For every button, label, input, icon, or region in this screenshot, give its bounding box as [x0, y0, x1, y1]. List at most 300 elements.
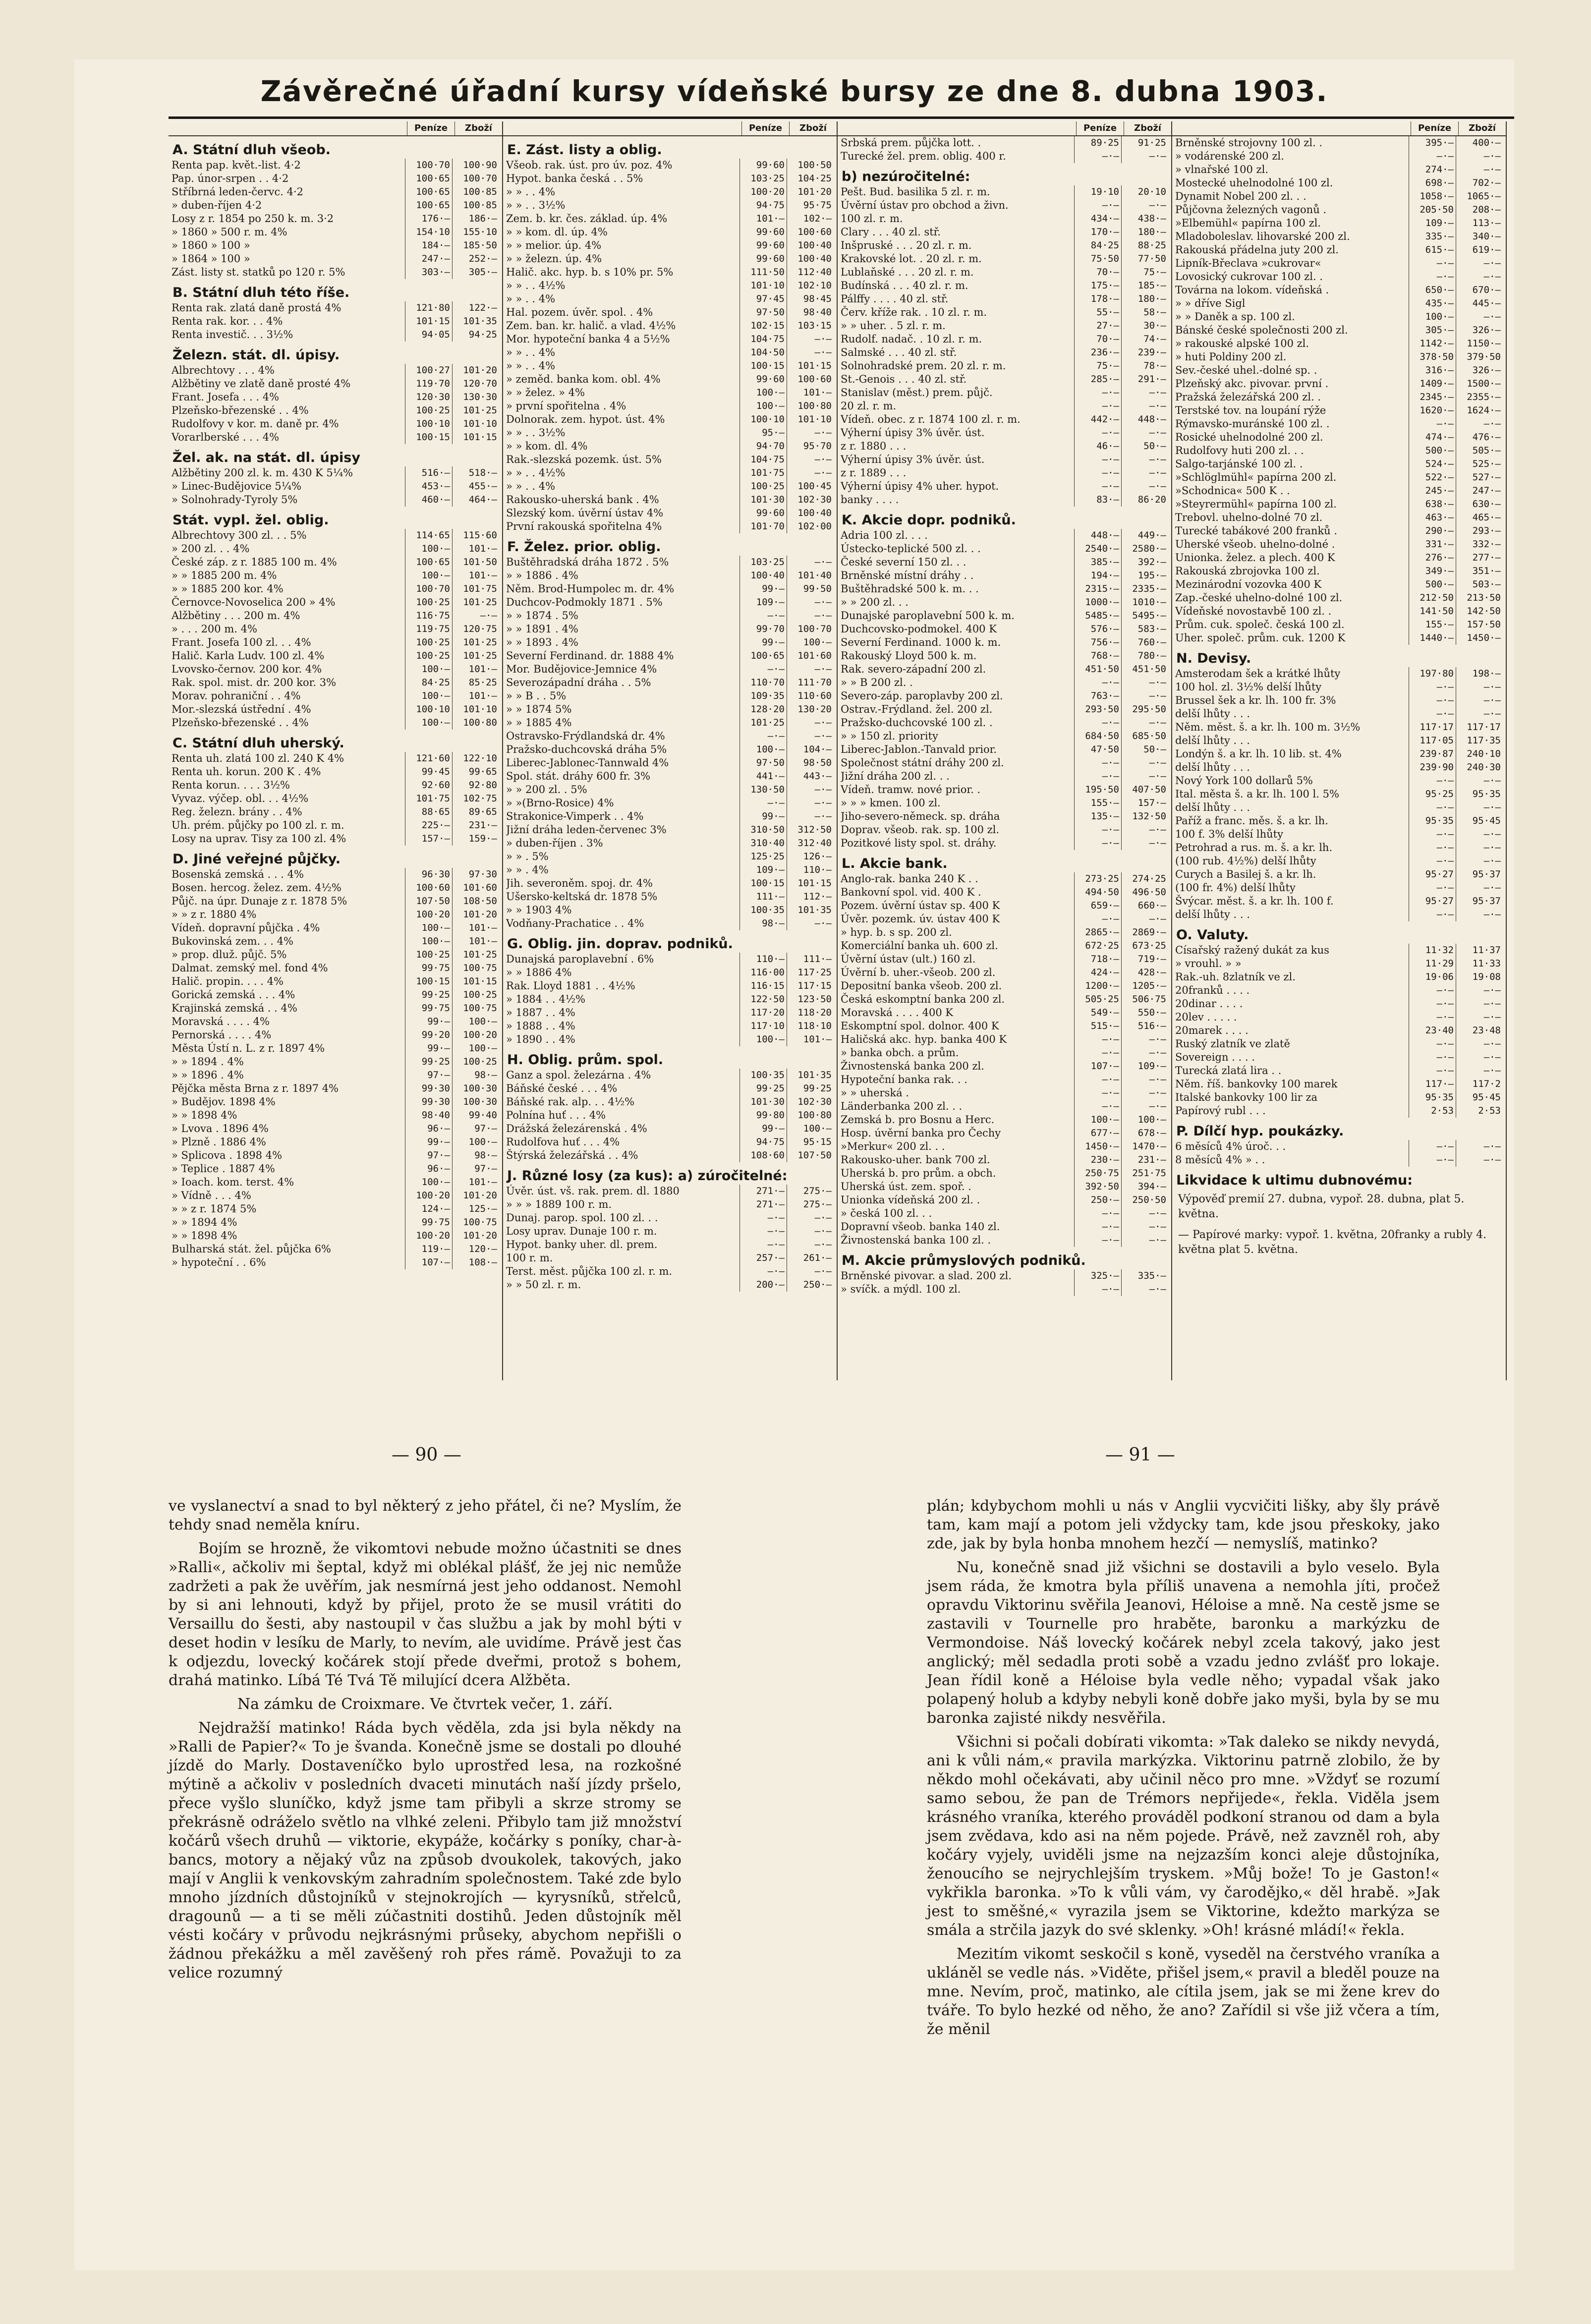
table-row [1172, 565, 1506, 578]
security-name: Liberec-Jablon.-Tanvald prior. [841, 743, 997, 755]
table-row [838, 582, 1171, 596]
table-row [503, 346, 837, 359]
money-value: 116·15 [739, 979, 787, 993]
table-row [1172, 970, 1506, 984]
security-name: Adria 100 zl. . . . [841, 529, 928, 541]
goods-value: 95·45 [1456, 1091, 1503, 1104]
table-row [838, 1180, 1171, 1193]
table-row [503, 239, 837, 252]
goods-value: 30·— [1121, 319, 1168, 333]
goods-value: 101·10 [787, 413, 834, 426]
security-name: Losy z r. 1854 po 250 k. m. 3·2 [171, 213, 334, 225]
money-value: 1440·— [1409, 631, 1456, 645]
security-name: » » . . 3½% [506, 199, 566, 211]
security-name: Terst. měst. půjčka 100 zl. r. m. [506, 1265, 673, 1277]
table-row [838, 899, 1171, 912]
security-name: Bánské české společnosti 200 zl. [1175, 324, 1348, 336]
table-row [169, 1202, 502, 1216]
goods-value: 108·50 [452, 895, 499, 908]
top-rule [169, 116, 1514, 119]
security-name: » duben-říjen . 3% [506, 837, 603, 849]
security-name: Rýmavsko-muránské 100 zl. . [1175, 418, 1330, 430]
table-row [169, 391, 502, 404]
table-row [503, 877, 837, 890]
table-row [838, 1033, 1171, 1046]
goods-value: 619·— [1456, 243, 1503, 257]
money-value: 119·75 [405, 623, 452, 636]
security-name: Hypot. banka česká . . 5% [506, 172, 643, 184]
security-name: Císařský ražený dukát za kus [1175, 944, 1329, 956]
table-row [838, 426, 1171, 440]
goods-value: 518·— [452, 466, 499, 480]
table-row [503, 413, 837, 426]
security-name: Výherní úpisy 3% úvěr. úst. [841, 453, 985, 465]
security-name: Spol. stát. dráhy 600 fr. 3% [506, 770, 651, 782]
section-title: M. Akcie průmyslových podniků. [842, 1253, 1086, 1268]
page-number-left: — 90 — [392, 1445, 461, 1465]
goods-value: 117·35 [1456, 734, 1503, 747]
money-value: 197·80 [1409, 667, 1456, 680]
table-row [503, 582, 837, 596]
goods-value: 122·10 [452, 752, 499, 765]
table-row [838, 239, 1171, 252]
goods-value: 75·— [1121, 266, 1168, 279]
security-name: Továrna na lokom. vídeňská . [1175, 284, 1329, 296]
table-row [503, 319, 837, 333]
table-row [838, 730, 1171, 743]
security-name: Severní Ferdinand. dr. 1888 4% [506, 650, 674, 662]
money-value: —·— [1409, 854, 1456, 868]
goods-value: 101·35 [452, 315, 499, 328]
money-value: —·— [739, 1265, 787, 1278]
goods-value: 130·20 [787, 703, 834, 716]
money-value: 100·40 [739, 569, 787, 582]
security-name: » » 150 zl. priority [841, 730, 938, 742]
security-name: Buštěhradská dráha 1872 . 5% [506, 556, 669, 568]
money-value: 659·— [1074, 899, 1121, 912]
goods-value: 231·— [452, 819, 499, 832]
money-value: 99·— [739, 636, 787, 649]
table-row [503, 993, 837, 1006]
table-row [1172, 176, 1506, 190]
money-value: 274·— [1409, 163, 1456, 176]
table-row [1172, 605, 1506, 618]
money-value: 108·60 [739, 1149, 787, 1162]
security-name: 100 hol. zl. 3½% delší lhůty [1175, 681, 1322, 693]
goods-value: 100·75 [452, 1002, 499, 1015]
table-row [838, 623, 1171, 636]
table-row [838, 1207, 1171, 1220]
table-row [169, 404, 502, 417]
money-value: —·— [1074, 1033, 1121, 1046]
goods-value: —·— [787, 466, 834, 480]
goods-value: 58·— [1121, 306, 1168, 319]
goods-value: 1470·— [1121, 1140, 1168, 1153]
table-row [169, 596, 502, 609]
goods-value: 407·50 [1121, 783, 1168, 796]
money-value: 100·10 [405, 703, 452, 716]
security-name: » » . . 4% [506, 360, 556, 372]
goods-value: 157·— [1121, 796, 1168, 810]
goods-value: 100·40 [787, 252, 834, 266]
goods-value: 100·45 [787, 480, 834, 493]
security-name: » 1887 . . 4% [506, 1007, 575, 1019]
goods-value: 120·— [452, 1243, 499, 1256]
table-row [503, 279, 837, 292]
money-value: 385·— [1074, 556, 1121, 569]
security-name: » prop. dluž. půjč. 5% [171, 949, 287, 961]
table-row [169, 703, 502, 716]
table-row [503, 966, 837, 979]
table-row [503, 359, 837, 373]
goods-value: 120·75 [452, 623, 499, 636]
table-row [503, 1211, 837, 1225]
table-row [169, 582, 502, 596]
table-row [838, 480, 1171, 493]
table-row [1172, 150, 1506, 163]
goods-value: 702·— [1456, 176, 1503, 190]
money-value: —·— [739, 1225, 787, 1238]
security-name: Ušersko-keltská dr. 1878 5% [506, 891, 658, 903]
goods-value: 293·— [1456, 524, 1503, 538]
security-name: » » 1894 4% [171, 1216, 237, 1228]
money-value: 99·75 [405, 1216, 452, 1229]
money-value: 99·— [405, 1135, 452, 1149]
goods-value: 295·50 [1121, 703, 1168, 716]
money-value: 378·50 [1409, 350, 1456, 364]
security-name: Halič. akc. hyp. b. s 10% pr. 5% [506, 266, 674, 278]
table-row [503, 453, 837, 466]
table-row [169, 1135, 502, 1149]
table-row [838, 1140, 1171, 1153]
table-row [503, 890, 837, 904]
security-name: » » 1886 4% [506, 966, 572, 978]
table-row [1172, 631, 1506, 645]
goods-value: 525·— [1456, 457, 1503, 471]
money-value: 768·— [1074, 649, 1121, 663]
money-value: 99·75 [405, 1002, 452, 1015]
stock-exchange-table [169, 121, 1507, 1380]
table-row [1172, 364, 1506, 377]
security-name: Trebovl. uhelno-dolné 70 zl. [1175, 511, 1323, 523]
goods-value: 100·60 [787, 226, 834, 239]
table-row [1172, 217, 1506, 230]
table-row [503, 850, 837, 863]
goods-value: 100·40 [787, 507, 834, 520]
goods-value: 100·25 [452, 988, 499, 1002]
money-value: 97·50 [739, 756, 787, 770]
goods-value: 100·80 [452, 716, 499, 730]
table-row [169, 239, 502, 252]
money-value: 11·32 [1409, 944, 1456, 957]
goods-value: 97·— [452, 1162, 499, 1176]
goods-value: 101·— [452, 542, 499, 556]
goods-value: —·— [787, 1225, 834, 1238]
money-value: 100·— [739, 1033, 787, 1046]
goods-value: 122·— [452, 301, 499, 315]
table-row [169, 1229, 502, 1243]
security-name: Vídeň. obec. z r. 1874 100 zl. r. m. [841, 413, 1021, 425]
money-value: 100·25 [739, 480, 787, 493]
table-row [1172, 538, 1506, 551]
goods-value: —·— [787, 810, 834, 823]
table-row [1172, 854, 1506, 868]
money-value: 100·15 [405, 431, 452, 444]
security-name: » zeměd. banka kom. obl. 4% [506, 373, 661, 385]
table-row [503, 649, 837, 663]
money-value: 100·— [405, 542, 452, 556]
money-value: —·— [739, 796, 787, 810]
goods-value: 101·20 [787, 185, 834, 199]
money-value: 500·— [1409, 578, 1456, 591]
money-value: 1000·— [1074, 596, 1121, 609]
money-value: 474·— [1409, 431, 1456, 444]
goods-value: —·— [1121, 837, 1168, 850]
goods-value: 100·70 [452, 172, 499, 185]
security-name: Bankovní spol. vid. 400 K . [841, 886, 981, 898]
goods-value: 274·25 [1121, 872, 1168, 886]
goods-value: 130·30 [452, 391, 499, 404]
table-row [1172, 377, 1506, 391]
security-name: Brněnské pivovar. a slad. 200 zl. [841, 1270, 1012, 1282]
header-goods: Zboží [1458, 121, 1506, 135]
table-row [503, 292, 837, 306]
money-value: 84·25 [405, 676, 452, 689]
goods-value: 100·— [452, 1135, 499, 1149]
goods-value: —·— [1456, 1064, 1503, 1077]
table-row [503, 823, 837, 837]
money-value: 100·27 [405, 364, 452, 377]
security-name: Rak. severo-západní 200 zl. [841, 663, 986, 675]
money-value: 271·— [739, 1198, 787, 1211]
security-name: Lublaňské . . . 20 zl. r. m. [841, 266, 974, 278]
security-name: Červ. kříže rak. . 10 zl. r. m. [841, 306, 987, 318]
goods-value: 102·30 [787, 1095, 834, 1109]
table-row [838, 1060, 1171, 1073]
table-row [838, 886, 1171, 899]
security-name: Pražsko-duchcovské 100 zl. . [841, 717, 993, 729]
table-row [503, 783, 837, 796]
money-value: 109·— [1409, 217, 1456, 230]
goods-value: 240·10 [1456, 747, 1503, 761]
security-name: Ústecko-teplické 500 zl. . . [841, 543, 981, 555]
table-row [503, 1265, 837, 1278]
table-row [1172, 297, 1506, 310]
goods-value: —·— [787, 730, 834, 743]
security-name: Živnostenská banka 100 zl. . [841, 1234, 991, 1246]
money-value: 94·05 [405, 328, 452, 341]
security-name: 100 zl. r. m. [841, 213, 903, 225]
money-value: 2540·— [1074, 542, 1121, 556]
table-row [503, 172, 837, 185]
security-name: Curych a Basilej š. a kr. lh. [1175, 868, 1316, 880]
money-value: 19·10 [1074, 185, 1121, 199]
goods-value: 527·— [1456, 471, 1503, 484]
security-name: Bosen. hercog. želez. zem. 4½% [171, 882, 341, 894]
security-name: Severní Ferdinand. 1000 k. m. [841, 636, 1001, 648]
table-row [503, 689, 837, 703]
paragraph: Všichni si počali dobírati vikomta: »Tak daleko se nikdy nevydá, ani k vůli nám,« pravila markýzka. Viktorinu patrně zlobilo, že by někdo mohl očekávati, aby učinil něco pro mne. »Vždyť se rozumí samo sebou, že pan de Trémors nepřijede«, řekla. Viděla jsem krásného vraníka, kterého prováděl podkoní stranou od dam a byla jsem zvědava, kdo asi na něm pojede. Právě, než zavzněl roh, aby kočáry vyjely, uviděli jsme na nejzazším konci aleje důstojníka, ženoucího se nejrychlejším tryskem. »Můj bože! To je Gaston!« vykřikla baronka. »To k vůli vám, vy čarodějko,« děl hrabě. »Jak jest to směšné,« vyrazila jsem se Viktorine, kdežto markýza se smála a strčila jazyk do své sklenky. »Oh! krásné mládí!« řekla. [927, 1733, 1440, 1939]
money-value: 101·— [739, 212, 787, 226]
table-row [169, 779, 502, 792]
money-value: 103·25 [739, 172, 787, 185]
table-row [169, 649, 502, 663]
money-value: 122·50 [739, 993, 787, 1006]
security-name: Lvovsko-černov. 200 kor. 4% [171, 663, 322, 675]
security-name: Renta korun. . . . 3½% [171, 779, 290, 791]
security-name: Zem. b. kr. čes. základ. úp. 4% [506, 213, 668, 225]
security-name: Rudolfova huť . . . 4% [506, 1136, 620, 1148]
money-value: 104·50 [739, 346, 787, 359]
security-name: Eskomptní spol. dolnor. 400 K [841, 1020, 999, 1032]
money-value: 119·— [405, 1243, 452, 1256]
table-row [169, 636, 502, 649]
table-row [1172, 957, 1506, 970]
money-value: —·— [1409, 1011, 1456, 1024]
money-value: 155·— [1074, 796, 1121, 810]
table-row [838, 199, 1171, 212]
money-value: 99·30 [405, 1082, 452, 1095]
goods-value: 465·— [1456, 511, 1503, 524]
money-value: 94·70 [739, 440, 787, 453]
money-value: 95·27 [1409, 895, 1456, 908]
money-value: 271·— [739, 1185, 787, 1198]
security-name: Dunajské paroplavební 500 k. m. [841, 610, 1015, 622]
paragraph: Bojím se hrozně, že vikomtovi nebude možno účastniti se dnes »Ralli«, ačkoliv mi šeptal, když mi oblékal plášť, že jej nic nemůže zadržeti a pak že uvěřím, jak nesmírná jest jeho oddanost. Nemohl by si ani lehnouti, když by přijel, proto že se musil vrátiti do Versaillu do šesti, aby nastoupil v čas službu a jak by mohl býti v deset hodin v lesíku de Marly, to nevím, ale uvidíme. Právě jest čas k odjezdu, lovecký kočárek stojí přede dveřmi, protož s bohem, drahá matinko. Líbá Té Tvá Tě milující dcera Alžběta. [169, 1540, 682, 1689]
goods-value: —·— [787, 426, 834, 440]
table-row [169, 663, 502, 676]
goods-value: 85·25 [452, 676, 499, 689]
security-name: » » 200 zl. . 5% [506, 784, 587, 795]
goods-value: —·— [1121, 480, 1168, 493]
money-value: 684·50 [1074, 730, 1121, 743]
security-name: » hyp. b. s sp. 200 zl. [841, 926, 952, 938]
paragraph: Nu, konečně snad již všichni se dostavili a bylo veselo. Byla jsem ráda, že kmotra byla příliš unavena a nemohla jíti, pročež opravdu Viktorinu svěřila Jeanovi, Héloise a mně. Na cestě jsme se zastavili v Tournelle pro hraběte, baronku a markýzku de Vermondoise. Náš lovecký kočárek nebyl zcela takový, jako jest anglický; měl sedadla proti sobě a vzadu jedno zvlášť pro lokaje. Jean řídil koně a Héloise byla vedle něho; vypadal však jako polapený holub a kdyby nebyli koně dobře jako myši, byla by se mu baronka zajisté nikdy nesvěřila. [927, 1559, 1440, 1727]
table-row [503, 159, 837, 172]
table-row [838, 1220, 1171, 1234]
table-row [503, 440, 837, 453]
money-value: 100·— [739, 386, 787, 399]
money-value: 100·65 [405, 185, 452, 199]
security-name: Duchcovsko-podmokel. 400 K [841, 623, 997, 635]
goods-value: 326·— [1456, 324, 1503, 337]
money-value: 176·— [405, 212, 452, 226]
table-row [503, 1225, 837, 1238]
security-name: » » 1903 4% [506, 904, 572, 916]
goods-value: 112·— [787, 890, 834, 904]
security-name: Živnostenská banka 200 zl. [841, 1060, 984, 1072]
money-value: —·— [739, 1238, 787, 1251]
security-name: Halič. Karla Ludv. 100 zl. 4% [171, 650, 325, 662]
goods-value: 11·37 [1456, 944, 1503, 957]
goods-value: —·— [1456, 310, 1503, 324]
goods-value: 107·50 [787, 1149, 834, 1162]
section-title: Žel. ak. na stát. dl. úpisy [172, 450, 360, 465]
table-row [503, 520, 837, 533]
money-value: 100·15 [405, 975, 452, 988]
money-value: 5485·— [1074, 609, 1121, 623]
security-name: Salmské . . . 40 zl. stř. [841, 346, 957, 358]
money-value: —·— [1074, 426, 1121, 440]
goods-value: 251·75 [1121, 1167, 1168, 1180]
security-name: Mladoboleslav. lihovarské 200 zl. [1175, 230, 1350, 242]
security-name: Vídeň. tramw. nové prior. . [841, 784, 981, 795]
table-row [1172, 591, 1506, 605]
table-row [169, 819, 502, 832]
table-row [503, 556, 837, 569]
goods-value: 120·70 [452, 377, 499, 391]
goods-value: —·— [1121, 453, 1168, 466]
security-name: » » 50 zl. r. m. [506, 1279, 581, 1291]
security-name: Česká eskomptní banka 200 zl. [841, 993, 1005, 1005]
goods-value: 239·— [1121, 346, 1168, 359]
security-name: Albrechtovy . . . 4% [171, 364, 275, 376]
money-value: —·— [1409, 270, 1456, 283]
money-value: 99·20 [405, 1028, 452, 1042]
money-value: 107·— [405, 1256, 452, 1269]
money-value: 576·— [1074, 623, 1121, 636]
goods-value: —·— [1121, 912, 1168, 926]
goods-value: 118·10 [787, 1020, 834, 1033]
goods-value: 340·— [1456, 230, 1503, 243]
money-value: 100·10 [405, 417, 452, 431]
goods-value: 86·20 [1121, 493, 1168, 507]
table-row [838, 966, 1171, 979]
goods-value: —·— [1121, 676, 1168, 689]
section-title: b) nezúročitelné: [842, 169, 970, 184]
table-row [503, 1082, 837, 1095]
table-row [169, 689, 502, 703]
security-name: Brussel šek a kr. lh. 100 fr. 3% [1175, 694, 1336, 706]
security-name: Báňské rak. alp. . . 4½% [506, 1096, 635, 1108]
goods-value: 101·35 [787, 904, 834, 917]
security-name: Losy na uprav. Tisy za 100 zl. 4% [171, 833, 346, 845]
money-value: 83·— [1074, 493, 1121, 507]
goods-value: 250·50 [1121, 1193, 1168, 1207]
security-name: Zást. listy st. statků po 120 r. 5% [171, 266, 345, 278]
table-row [838, 1153, 1171, 1167]
goods-value: 326·— [1456, 364, 1503, 377]
table-row [1172, 511, 1506, 524]
goods-value: 101·20 [452, 364, 499, 377]
money-value: —·— [1074, 1073, 1121, 1086]
goods-value: —·— [1121, 689, 1168, 703]
security-name: Bulharská stát. žel. půjčka 6% [171, 1243, 332, 1255]
security-name: Brněnské strojovny 100 zl. . [1175, 137, 1323, 149]
money-value: 124·— [405, 1202, 452, 1216]
table-row [838, 993, 1171, 1006]
security-name: Úvěr. úst. vš. rak. prem. dl. 1880 [506, 1185, 680, 1197]
table-row [169, 364, 502, 377]
section-title: P. Dílčí hyp. poukázky. [1176, 1124, 1344, 1139]
goods-value: 2335·— [1121, 582, 1168, 596]
goods-value: 101·— [452, 569, 499, 582]
money-value: 184·— [405, 239, 452, 252]
security-name: Srbská prem. půjčka lott. . [841, 137, 981, 149]
table-row [1172, 618, 1506, 631]
goods-value: —·— [1121, 1073, 1168, 1086]
goods-value: 1624·— [1456, 404, 1503, 417]
security-name: Zemská b. pro Bosnu a Herc. [841, 1114, 995, 1126]
goods-value: 97·30 [452, 868, 499, 881]
table-row [1172, 1011, 1506, 1024]
goods-value: —·— [1456, 841, 1503, 854]
security-name: » » . . 4½% [506, 467, 566, 479]
security-name: 20franků . . . . [1175, 984, 1250, 996]
money-value: —·— [1074, 912, 1121, 926]
money-value: 2865·— [1074, 926, 1121, 939]
goods-value: 95·35 [1456, 788, 1503, 801]
